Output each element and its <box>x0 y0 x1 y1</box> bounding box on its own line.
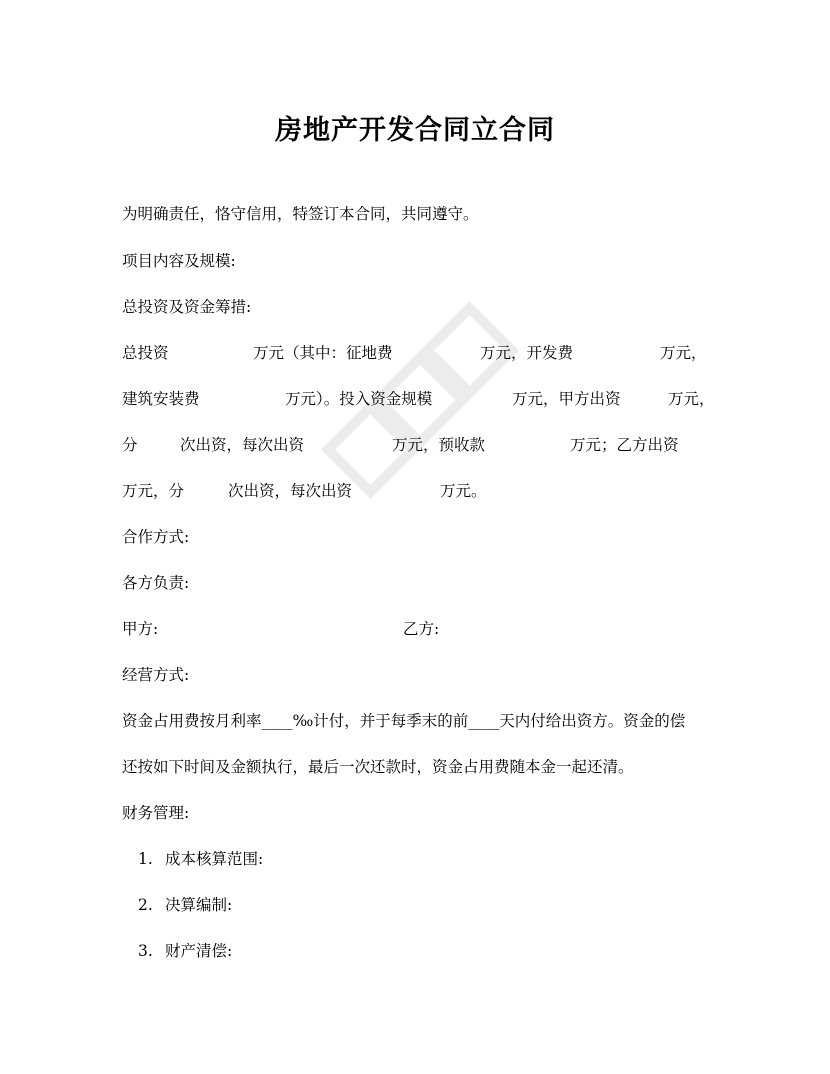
investment-line3-b: 次出资，每次出资 <box>180 436 305 454</box>
party-a-label: 甲方: <box>122 620 159 638</box>
party-b-label: 乙方: <box>403 620 440 638</box>
finance-item-label: 成本核算范围: <box>165 850 264 868</box>
finance-item-label: 决算编制: <box>165 896 233 914</box>
investment-line1-c: 万元，开发费 <box>480 344 574 362</box>
investment-line3-a: 分 <box>122 436 138 454</box>
investment-line3-d: 万元；乙方出资 <box>570 436 679 454</box>
investment-line4-c: 万元。 <box>440 482 487 500</box>
page-title: 房地产开发合同立合同 <box>275 115 555 146</box>
investment-line2-c: 万元，甲方出资 <box>512 390 621 408</box>
finance-item-number: 1. <box>138 850 153 868</box>
investment-heading: 总投资及资金筹措: <box>122 298 252 316</box>
finance-item-number: 3. <box>138 942 153 960</box>
investment-line4-a: 万元，分 <box>122 482 185 500</box>
investment-line4-b: 次出资，每次出资 <box>228 482 353 500</box>
finance-item-number: 2. <box>138 896 153 914</box>
operation-heading: 经营方式: <box>122 666 190 684</box>
investment-line3-c: 万元，预收款 <box>392 436 486 454</box>
investment-line2-d: 万元， <box>668 390 715 408</box>
duties-heading: 各方负责: <box>122 574 190 592</box>
finance-heading: 财务管理: <box>122 804 190 822</box>
intro-paragraph: 为明确责任，恪守信用，特签订本合同，共同遵守。 <box>122 205 479 223</box>
fee-paragraph-line1: 资金占用费按月利率____‰计付，并于每季末的前____天内付给出资方。资金的偿 <box>122 712 686 730</box>
investment-line2-a: 建筑安装费 <box>122 390 200 408</box>
coop-heading: 合作方式: <box>122 528 190 546</box>
investment-line1-a: 总投资 <box>122 344 169 362</box>
finance-item-label: 财产清偿: <box>165 942 233 960</box>
investment-line1-b: 万元（其中：征地费 <box>253 344 393 362</box>
fee-paragraph-line2: 还按如下时间及金额执行，最后一次还款时，资金占用费随本金一起还清。 <box>122 758 634 776</box>
investment-line1-d: 万元， <box>660 344 707 362</box>
scope-heading: 项目内容及规模: <box>122 252 236 270</box>
investment-line2-b: 万元）。投入资金规模 <box>285 390 433 408</box>
